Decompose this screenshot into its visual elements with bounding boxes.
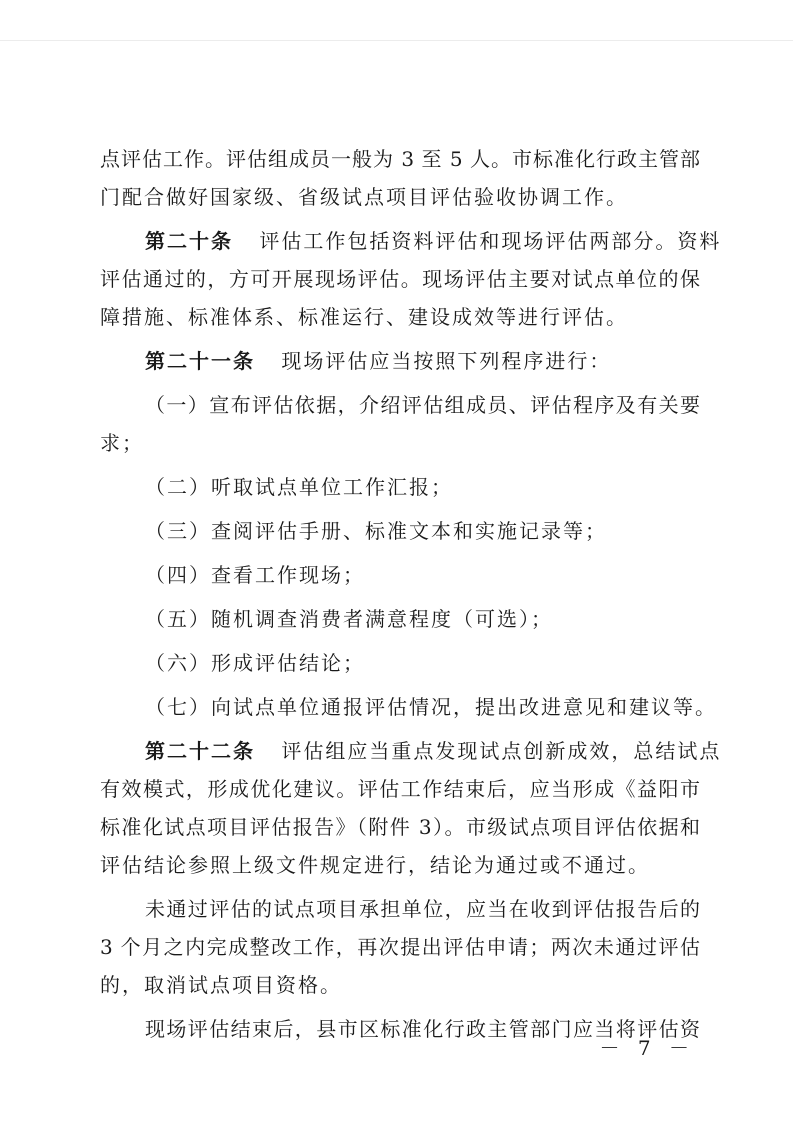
text-line: 3 个月之内完成整改工作，再次提出评估申请；两次未通过评估 [100, 935, 700, 959]
text-line: 点评估工作。评估组成员一般为 3 至 5 人。市标准化行政主管部 [100, 147, 700, 171]
document-body [100, 140, 722, 1048]
text-line: 的，取消试点项目资格。 [100, 973, 342, 997]
article-21-line [100, 342, 700, 380]
text-span: 现场评估应当按照下列程序进行： [281, 349, 612, 373]
article-22-heading: 第二十二条 [145, 739, 255, 763]
article-22-line [100, 732, 722, 770]
list-item: （五）随机调查消费者满意程度（可选）； [145, 607, 553, 631]
list-item: （四）查看工作现场； [145, 563, 365, 587]
list-item: （七）向试点单位通报评估情况，提出改进意见和建议等。 [145, 695, 717, 719]
list-item: （三）查阅评估手册、标准文本和实施记录等； [145, 519, 607, 543]
list-item: （一）宣布评估依据，介绍评估组成员、评估程序及有关要 [145, 393, 700, 417]
text-line: 有效模式，形成优化建议。评估工作结束后，应当形成《益阳市 [100, 777, 700, 801]
list-item: （二）听取试点单位工作汇报； [145, 475, 453, 499]
text-line: 评估通过的，方可开展现场评估。现场评估主要对试点单位的保 [100, 267, 700, 291]
text-line: 标准化试点项目评估报告》（附件 3）。市级试点项目评估依据和 [100, 815, 700, 839]
list-item: （六）形成评估结论； [145, 651, 365, 675]
text-line: 未通过评估的试点项目承担单位，应当在收到评估报告后的 [145, 897, 700, 921]
text-line: 现场评估结束后，县市区标准化行政主管部门应当将评估资 [145, 1017, 700, 1041]
text-span: 评估工作包括资料评估和现场评估两部分。资料 [259, 229, 722, 253]
text-line: 门配合做好国家级、省级试点项目评估验收协调工作。 [100, 185, 628, 209]
header-rule [0, 40, 793, 41]
article-21-heading: 第二十一条 [145, 349, 255, 373]
text-line: 评估结论参照上级文件规定进行，结论为通过或不通过。 [100, 853, 650, 877]
text-span: 评估组应当重点发现试点创新成效，总结试点 [281, 739, 722, 763]
text-line: 求； [100, 431, 144, 455]
text-line: 障措施、标准体系、标准运行、建设成效等进行评估。 [100, 305, 628, 329]
page-number: － 7 － [599, 1036, 695, 1060]
article-20-line [100, 222, 722, 260]
article-20-heading: 第二十条 [145, 229, 233, 253]
